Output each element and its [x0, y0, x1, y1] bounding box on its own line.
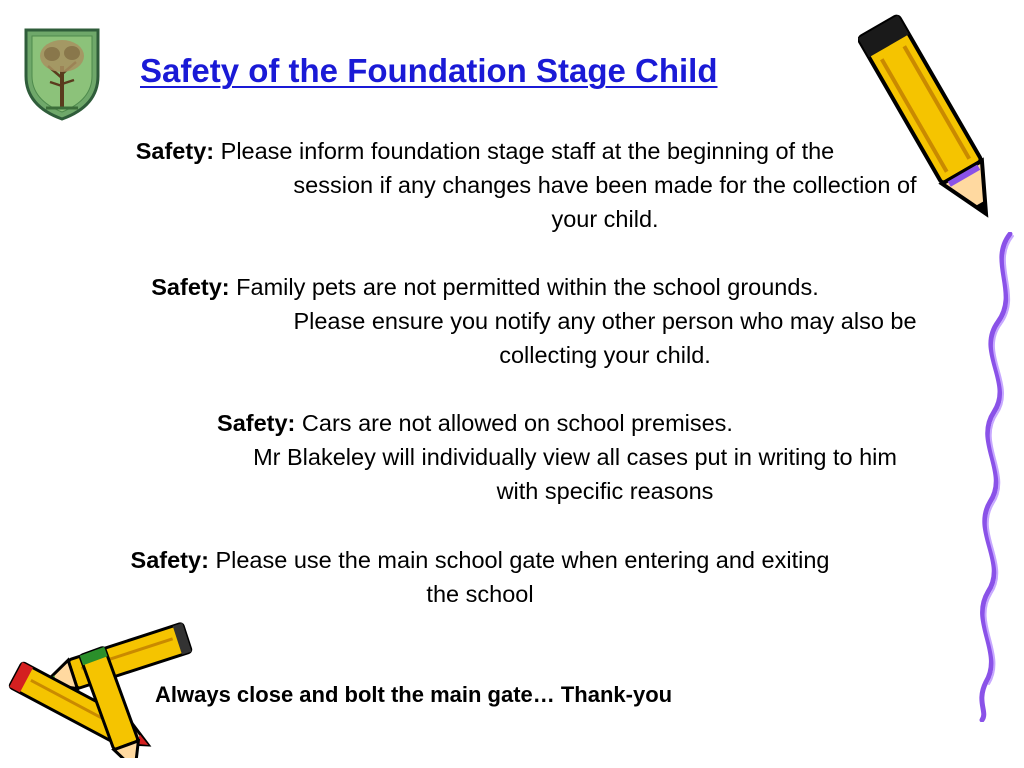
safety-label: Safety: — [217, 410, 296, 436]
safety-label: Safety: — [130, 547, 209, 573]
pencils-cluster-icon — [0, 618, 210, 758]
safety-text: Cars are not allowed on school premises. — [301, 410, 733, 436]
page-title: Safety of the Foundation Stage Child — [140, 52, 718, 89]
safety-line — [60, 270, 930, 304]
safety-item-gate — [60, 543, 930, 611]
school-crest-icon — [22, 26, 102, 122]
pencil-icon — [858, 2, 1008, 242]
safety-line: Please ensure you notify any other person who may also be — [293, 308, 917, 334]
safety-line — [60, 406, 930, 440]
squiggle-border — [958, 232, 1024, 722]
safety-line: the school — [426, 581, 534, 607]
safety-line: your child. — [551, 206, 659, 232]
safety-item-pets — [60, 270, 930, 372]
footer-message: Always close and bolt the main gate… Thank-you — [155, 682, 673, 707]
safety-line: with specific reasons — [496, 478, 714, 504]
safety-text: Please inform foundation stage staff at the beginning of the — [220, 138, 835, 164]
safety-line: Mr Blakeley will individually view all cases put in writing to him — [253, 444, 897, 470]
safety-label: Safety: — [151, 274, 230, 300]
safety-text: Family pets are not permitted within the school grounds. — [236, 274, 819, 300]
safety-label: Safety: — [135, 138, 215, 164]
safety-line: session if any changes have been made for the collection of — [293, 172, 917, 198]
safety-line — [60, 134, 930, 168]
safety-text: Please use the main school gate when entering and exiting — [215, 547, 830, 573]
safety-item-collection — [60, 134, 930, 236]
safety-line: collecting your child. — [499, 342, 711, 368]
safety-item-cars — [60, 406, 930, 508]
safety-line — [60, 543, 930, 577]
